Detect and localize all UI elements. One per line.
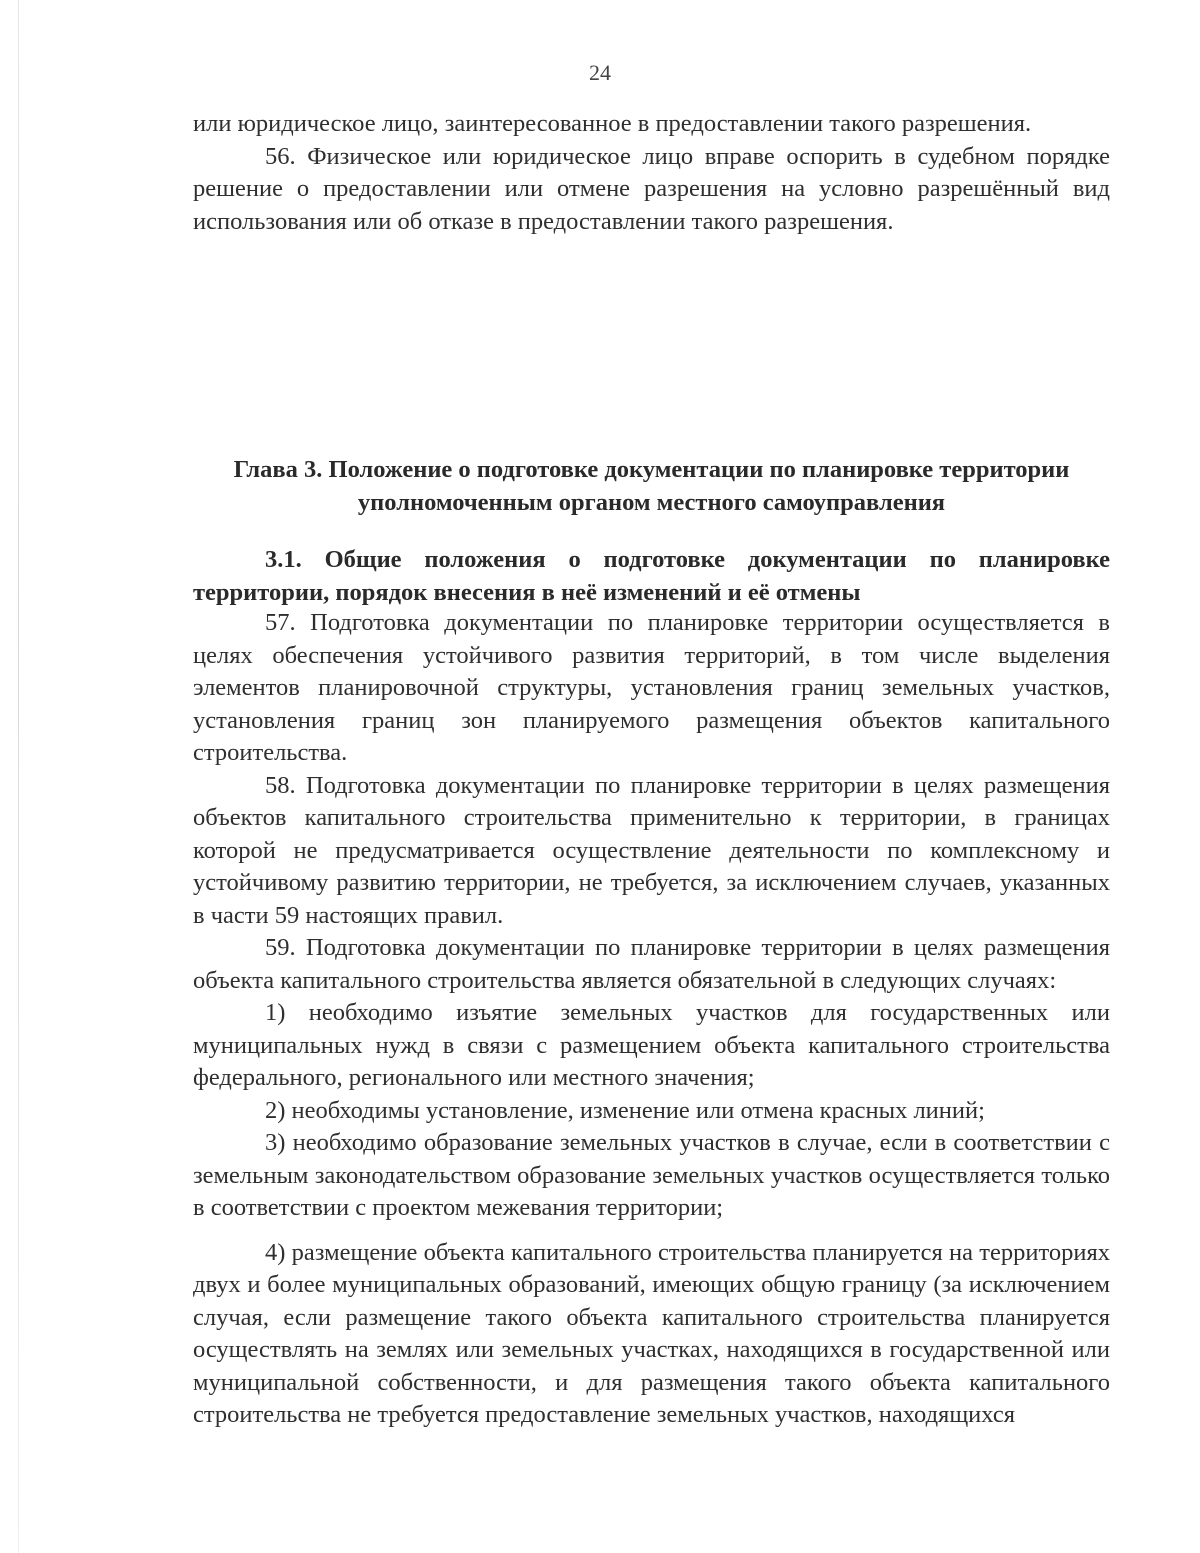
page-number: 24 <box>589 60 611 85</box>
scan-edge-line <box>18 0 19 1553</box>
paragraph-gap <box>193 1225 1110 1237</box>
paragraph-59: 59. Подготовка документации по планировке территории в целях размещения объекта капитального строительства является обязательной в следующих случаях: <box>193 934 1110 994</box>
list-item-4: 4) размещение объекта капитального строительства планируется на территориях двух и более муниципальных образований, имеющих общую границу (за исключением случая, если размещение такого объекта капитального строительства планируется осуществлять на землях или земельных участках, находящихся в государственной или муниципальной собственности, и для размещения такого объекта капитального строительства не требуется предоставление земельных участков, находящихся <box>193 1238 1110 1428</box>
list-item-2: 2) необходимы установление, изменение или отмена красных линий; <box>265 1096 985 1124</box>
main-text-block <box>193 607 1110 1432</box>
paragraph-56: 56. Физическое или юридическое лицо вправе оспорить в судебном порядке решение о предоставлении или отмене разрешения на условно разрешённый вид использования или об отказе в предоставлении такого разрешения. <box>193 142 1110 235</box>
list-item-3: 3) необходимо образование земельных участков в случае, если в соответствии с земельным законодательством образование земельных участков осуществляется только в соответствии с проектом межевания территории; <box>193 1129 1110 1221</box>
top-text-block <box>193 108 1110 238</box>
list-item-1: 1) необходимо изъятие земельных участков для государственных или муниципальных нужд в связи с размещением объекта капитального строительства федерального, регионального или местного значения; <box>193 999 1110 1091</box>
chapter-heading: Глава 3. Положение о подготовке документации по планировке территории уполномоченным органом местного самоуправления <box>233 456 1070 516</box>
section-heading: 3.1. Общие положения о подготовке документации по планировке территории, порядок внесения в неё изменений и её отмены <box>193 546 1110 606</box>
paragraph-57: 57. Подготовка документации по планировке территории осуществляется в целях обеспечения устойчивого развития территорий, в том числе выделения элементов планировочной структуры, установления границ земельных участков, установления границ зон планируемого размещения объектов капитального строительства. <box>193 609 1110 766</box>
paragraph-58: 58. Подготовка документации по планировке территории в целях размещения объектов капитального строительства применительно к территории, в границах которой не предусматривается осуществление деятельности по комплексному и устойчивому развитию территории, не требуется, за исключением случаев, указанных в части 59 настоящих правил. <box>193 771 1110 929</box>
paragraph-continuation: или юридическое лицо, заинтересованное в предоставлении такого разрешения. <box>193 110 1032 137</box>
